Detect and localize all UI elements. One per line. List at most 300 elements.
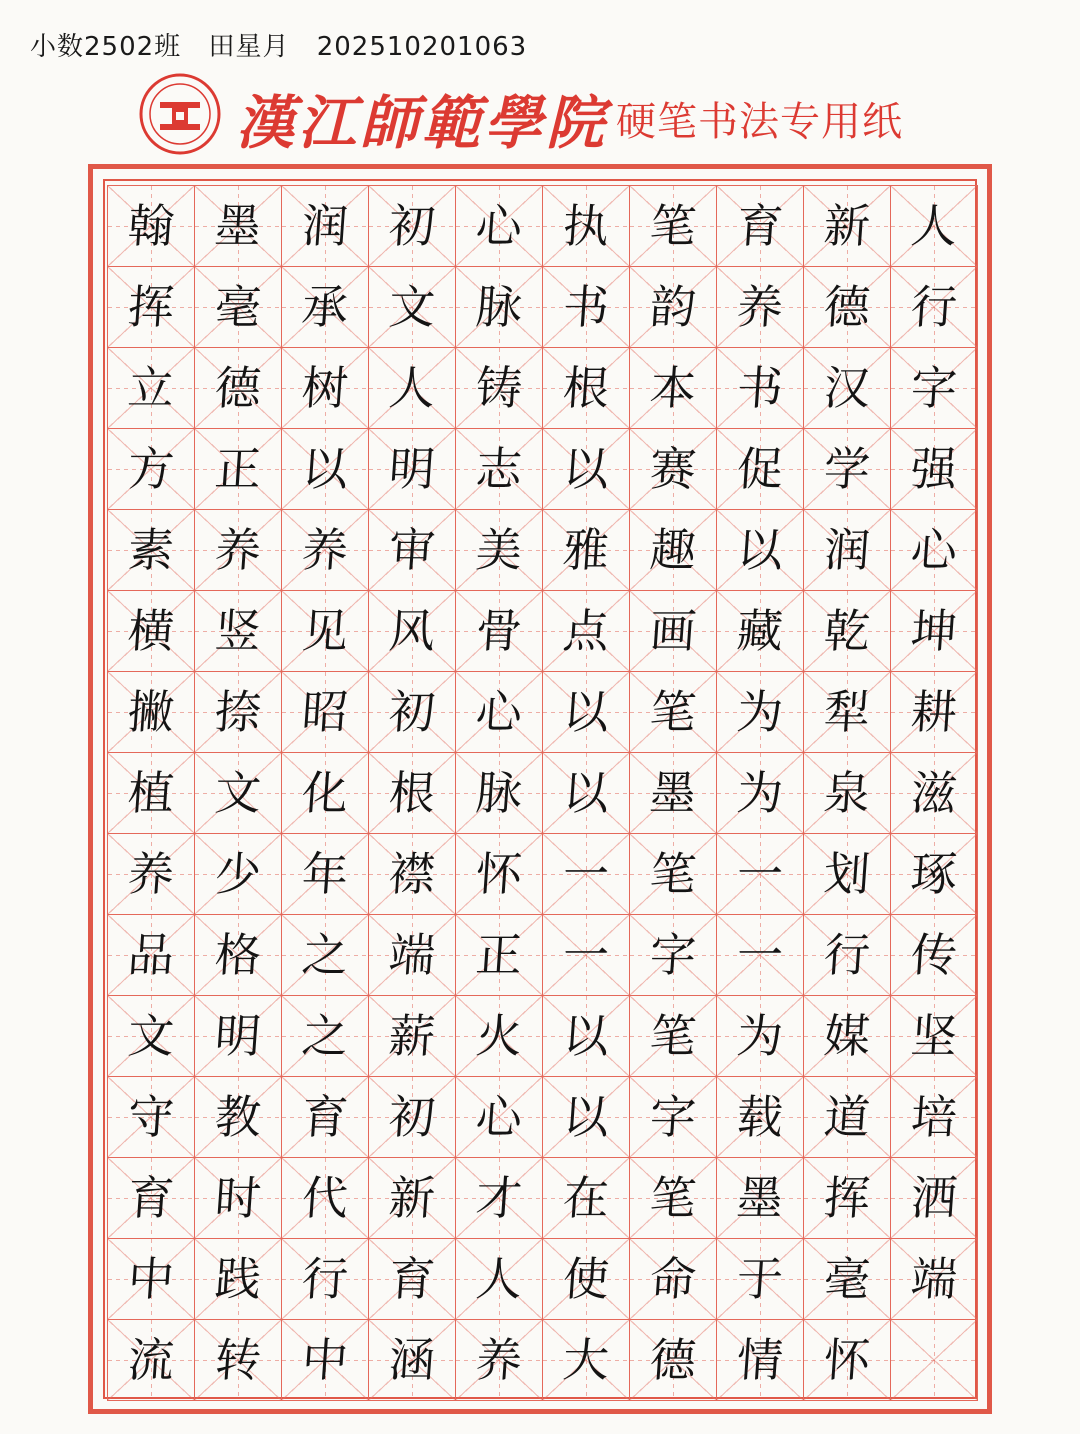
grid-cell <box>108 186 195 267</box>
grid-cell <box>891 915 978 996</box>
handwritten-character: 涵 <box>387 1333 437 1387</box>
grid-cell <box>282 1239 369 1320</box>
grid-cell <box>717 1239 804 1320</box>
handwritten-character: 行 <box>822 928 872 982</box>
handwritten-character: 命 <box>648 1252 698 1306</box>
grid-cell <box>804 834 891 915</box>
grid-cell <box>108 834 195 915</box>
grid-cell <box>108 510 195 591</box>
grid-cell <box>630 267 717 348</box>
handwritten-character: 正 <box>213 442 263 496</box>
handwritten-character: 情 <box>735 1333 785 1387</box>
grid-cell <box>456 996 543 1077</box>
grid-cell <box>369 429 456 510</box>
handwritten-character: 于 <box>735 1252 785 1306</box>
grid-cell <box>543 915 630 996</box>
handwritten-character: 培 <box>909 1090 959 1144</box>
grid-cell <box>108 267 195 348</box>
grid-cell <box>369 1239 456 1320</box>
grid-cell <box>369 1158 456 1239</box>
handwritten-character: 挥 <box>126 280 176 334</box>
grid-cell <box>108 348 195 429</box>
handwritten-character: 执 <box>561 199 611 253</box>
handwritten-character: 养 <box>735 280 785 334</box>
handwritten-character: 之 <box>300 928 350 982</box>
handwritten-character: 火 <box>474 1009 524 1063</box>
grid-cell <box>456 915 543 996</box>
handwritten-character: 脉 <box>474 766 524 820</box>
handwritten-character: 根 <box>561 361 611 415</box>
handwritten-character: 行 <box>909 280 959 334</box>
grid-cell <box>717 1158 804 1239</box>
handwritten-character: 为 <box>735 766 785 820</box>
handwritten-character: 以 <box>561 442 611 496</box>
grid-cell <box>282 1158 369 1239</box>
handwritten-character: 养 <box>126 847 176 901</box>
handwritten-character: 昭 <box>300 685 350 739</box>
handwritten-character: 洒 <box>909 1171 959 1225</box>
handwritten-character: 字 <box>648 928 698 982</box>
grid-cell <box>369 186 456 267</box>
handwritten-character: 守 <box>126 1090 176 1144</box>
grid-cell <box>891 510 978 591</box>
student-name: 田星月 <box>208 32 290 62</box>
handwritten-character: 挥 <box>822 1171 872 1225</box>
grid-cell <box>630 348 717 429</box>
handwritten-character: 润 <box>300 199 350 253</box>
grid-cell <box>282 753 369 834</box>
practice-paper <box>88 164 992 1414</box>
grid-cell <box>369 753 456 834</box>
grid-cell <box>195 267 282 348</box>
handwritten-character: 一 <box>735 928 785 982</box>
handwritten-character: 方 <box>126 442 176 496</box>
grid-cell <box>456 1239 543 1320</box>
grid-cell <box>543 510 630 591</box>
grid-cell <box>195 834 282 915</box>
handwritten-character: 墨 <box>735 1171 785 1225</box>
grid-cell <box>717 186 804 267</box>
grid-cell <box>195 429 282 510</box>
grid-cell <box>108 1239 195 1320</box>
handwritten-character: 明 <box>213 1009 263 1063</box>
grid-cell <box>543 834 630 915</box>
grid-cell <box>282 186 369 267</box>
handwritten-character: 素 <box>126 523 176 577</box>
handwritten-character: 养 <box>300 523 350 577</box>
grid-cell <box>543 753 630 834</box>
grid-cell <box>804 672 891 753</box>
handwritten-character: 人 <box>909 199 959 253</box>
handwritten-character: 以 <box>561 1009 611 1063</box>
handwritten-character: 墨 <box>648 766 698 820</box>
student-info <box>30 26 545 63</box>
grid-cell <box>717 591 804 672</box>
grid-cell <box>195 510 282 591</box>
handwritten-character: 以 <box>561 1090 611 1144</box>
handwritten-character: 心 <box>474 199 524 253</box>
grid-cell <box>717 996 804 1077</box>
grid-cell <box>195 1320 282 1401</box>
grid-cell <box>630 510 717 591</box>
handwritten-character: 一 <box>735 847 785 901</box>
handwritten-character: 书 <box>735 361 785 415</box>
grid-cell <box>717 510 804 591</box>
grid-cell <box>195 672 282 753</box>
grid-cell <box>108 1158 195 1239</box>
handwritten-character: 点 <box>561 604 611 658</box>
grid-cell <box>543 1320 630 1401</box>
grid-cell <box>456 267 543 348</box>
handwritten-character: 审 <box>387 523 437 577</box>
handwritten-character: 端 <box>909 1252 959 1306</box>
grid-cell <box>717 1320 804 1401</box>
grid-cell <box>369 510 456 591</box>
grid-cell <box>456 1158 543 1239</box>
grid-cell <box>543 429 630 510</box>
handwritten-character: 流 <box>126 1333 176 1387</box>
grid-cell <box>717 834 804 915</box>
handwritten-character: 毫 <box>213 280 263 334</box>
handwritten-character: 见 <box>300 604 350 658</box>
handwritten-character: 育 <box>300 1090 350 1144</box>
grid-cell <box>891 267 978 348</box>
handwritten-character: 立 <box>126 361 176 415</box>
grid-cell <box>891 429 978 510</box>
grid-cell <box>717 915 804 996</box>
handwritten-character: 犁 <box>822 685 872 739</box>
class-name: 小数2502班 <box>30 32 182 62</box>
grid-cell <box>369 348 456 429</box>
grid-cell <box>456 348 543 429</box>
grid-cell <box>195 996 282 1077</box>
grid-cell <box>543 267 630 348</box>
grid-cell <box>630 1077 717 1158</box>
grid-cell <box>630 591 717 672</box>
handwritten-character: 养 <box>474 1333 524 1387</box>
grid-cell <box>630 996 717 1077</box>
handwritten-character: 毫 <box>822 1252 872 1306</box>
handwritten-character: 大 <box>561 1333 611 1387</box>
handwritten-character: 德 <box>213 361 263 415</box>
grid-cell <box>804 996 891 1077</box>
handwritten-character: 以 <box>561 766 611 820</box>
grid-cell <box>543 591 630 672</box>
handwritten-character: 在 <box>561 1171 611 1225</box>
grid-cell <box>369 267 456 348</box>
school-seal-logo <box>138 72 222 156</box>
grid-cell <box>804 1239 891 1320</box>
handwritten-character: 明 <box>387 442 437 496</box>
handwritten-character: 以 <box>735 523 785 577</box>
grid-cell <box>543 348 630 429</box>
handwritten-character: 笔 <box>648 1171 698 1225</box>
grid-cell <box>282 591 369 672</box>
grid-cell <box>717 753 804 834</box>
handwritten-character: 捺 <box>213 685 263 739</box>
grid-cell <box>456 186 543 267</box>
handwritten-character: 育 <box>387 1252 437 1306</box>
handwritten-character: 初 <box>387 199 437 253</box>
grid-cell <box>630 1320 717 1401</box>
handwritten-character: 雅 <box>561 523 611 577</box>
grid-cell <box>369 591 456 672</box>
grid-cell <box>891 1239 978 1320</box>
handwritten-character: 养 <box>213 523 263 577</box>
handwritten-character: 文 <box>387 280 437 334</box>
handwritten-character: 脉 <box>474 280 524 334</box>
grid-cell <box>543 186 630 267</box>
handwritten-character: 为 <box>735 1009 785 1063</box>
grid-cell <box>891 672 978 753</box>
paper-header <box>138 68 958 157</box>
grid-cell <box>195 753 282 834</box>
grid-cell <box>282 1320 369 1401</box>
grid-cell <box>804 267 891 348</box>
handwritten-character: 滋 <box>909 766 959 820</box>
grid-cell <box>456 429 543 510</box>
handwritten-character: 强 <box>909 442 959 496</box>
grid-cell <box>108 591 195 672</box>
handwritten-character: 琢 <box>909 847 959 901</box>
handwritten-character: 撇 <box>126 685 176 739</box>
grid-cell <box>282 348 369 429</box>
grid-cell <box>369 1077 456 1158</box>
handwritten-character: 竖 <box>213 604 263 658</box>
grid-cell <box>543 1077 630 1158</box>
handwritten-character: 铸 <box>474 361 524 415</box>
handwritten-character: 坤 <box>909 604 959 658</box>
grid-cell <box>108 429 195 510</box>
grid-cell <box>891 834 978 915</box>
grid-cell <box>282 510 369 591</box>
grid-cell <box>630 753 717 834</box>
grid-cell <box>543 996 630 1077</box>
grid-cell <box>630 834 717 915</box>
handwritten-character: 育 <box>126 1171 176 1225</box>
grid-cell <box>804 186 891 267</box>
handwritten-character: 为 <box>735 685 785 739</box>
handwritten-character: 志 <box>474 442 524 496</box>
handwritten-character: 正 <box>474 928 524 982</box>
handwritten-character: 中 <box>126 1252 176 1306</box>
handwritten-character: 薪 <box>387 1009 437 1063</box>
handwritten-character: 乾 <box>822 604 872 658</box>
handwritten-character: 少 <box>213 847 263 901</box>
handwritten-character: 品 <box>126 928 176 982</box>
handwritten-character: 翰 <box>126 199 176 253</box>
handwritten-character: 使 <box>561 1252 611 1306</box>
handwritten-character: 韵 <box>648 280 698 334</box>
grid-cell <box>456 1077 543 1158</box>
grid-cell <box>804 753 891 834</box>
grid-cell <box>804 510 891 591</box>
handwritten-character: 育 <box>735 199 785 253</box>
grid-cell <box>282 429 369 510</box>
handwritten-character: 年 <box>300 847 350 901</box>
handwritten-character: 以 <box>561 685 611 739</box>
grid-cell <box>456 1320 543 1401</box>
grid-cell <box>891 996 978 1077</box>
grid-cell <box>195 1158 282 1239</box>
handwritten-character: 风 <box>387 604 437 658</box>
handwritten-character: 划 <box>822 847 872 901</box>
grid-cell <box>891 1320 978 1401</box>
handwritten-character: 藏 <box>735 604 785 658</box>
handwritten-character: 践 <box>213 1252 263 1306</box>
grid-cell <box>804 591 891 672</box>
grid-cell <box>108 672 195 753</box>
handwritten-character: 书 <box>561 280 611 334</box>
grid-cell <box>543 672 630 753</box>
handwritten-character: 泉 <box>822 766 872 820</box>
grid-cell <box>891 186 978 267</box>
grid-cell <box>369 996 456 1077</box>
handwritten-character: 格 <box>213 928 263 982</box>
handwritten-character: 树 <box>300 361 350 415</box>
handwritten-character: 横 <box>126 604 176 658</box>
handwritten-character: 传 <box>909 928 959 982</box>
handwritten-character: 时 <box>213 1171 263 1225</box>
handwritten-character: 画 <box>648 604 698 658</box>
handwritten-character: 怀 <box>474 847 524 901</box>
handwritten-character: 赛 <box>648 442 698 496</box>
handwritten-character: 笔 <box>648 847 698 901</box>
handwritten-character: 促 <box>735 442 785 496</box>
handwritten-character: 端 <box>387 928 437 982</box>
grid-cell <box>630 1158 717 1239</box>
grid-cell <box>717 672 804 753</box>
grid-cell <box>456 510 543 591</box>
handwritten-character: 心 <box>474 685 524 739</box>
handwritten-character: 之 <box>300 1009 350 1063</box>
grid-cell <box>891 1158 978 1239</box>
grid-cell <box>717 348 804 429</box>
student-id: 202510201063 <box>316 32 528 62</box>
grid-cell <box>195 1239 282 1320</box>
handwritten-character: 一 <box>561 847 611 901</box>
grid-cell <box>891 753 978 834</box>
grid-cell <box>630 672 717 753</box>
grid-cell <box>108 753 195 834</box>
handwritten-character: 中 <box>300 1333 350 1387</box>
grid-cell <box>282 1077 369 1158</box>
handwritten-character: 德 <box>822 280 872 334</box>
handwritten-character: 德 <box>648 1333 698 1387</box>
handwritten-character: 承 <box>300 280 350 334</box>
paper-title: 硬笔书法专用纸 <box>616 99 903 145</box>
grid-cell <box>630 429 717 510</box>
handwritten-character: 根 <box>387 766 437 820</box>
handwritten-character: 学 <box>822 442 872 496</box>
handwritten-character: 怀 <box>822 1333 872 1387</box>
grid-cell <box>630 186 717 267</box>
grid-cell <box>282 834 369 915</box>
handwritten-character: 笔 <box>648 685 698 739</box>
grid-cell <box>804 1077 891 1158</box>
handwritten-character: 坚 <box>909 1009 959 1063</box>
handwritten-character: 骨 <box>474 604 524 658</box>
grid-cell <box>195 348 282 429</box>
handwritten-character: 笔 <box>648 199 698 253</box>
grid-cell <box>891 1077 978 1158</box>
handwritten-character: 汉 <box>822 361 872 415</box>
grid-cell <box>804 348 891 429</box>
grid-cell <box>195 1077 282 1158</box>
handwritten-character: 笔 <box>648 1009 698 1063</box>
handwritten-character: 趣 <box>648 523 698 577</box>
grid-cell <box>282 915 369 996</box>
grid-cell <box>891 348 978 429</box>
handwritten-character: 代 <box>300 1171 350 1225</box>
handwritten-character: 美 <box>474 523 524 577</box>
handwritten-character: 植 <box>126 766 176 820</box>
handwritten-character: 襟 <box>387 847 437 901</box>
handwritten-character: 行 <box>300 1252 350 1306</box>
grid-cell <box>108 915 195 996</box>
handwritten-character: 以 <box>300 442 350 496</box>
grid-cell <box>456 834 543 915</box>
handwritten-character: 才 <box>474 1171 524 1225</box>
grid-cell <box>717 1077 804 1158</box>
grid-cell <box>717 267 804 348</box>
handwritten-character: 化 <box>300 766 350 820</box>
handwritten-character: 字 <box>909 361 959 415</box>
grid-cell <box>891 591 978 672</box>
grid-cell <box>369 834 456 915</box>
handwritten-character: 本 <box>648 361 698 415</box>
handwritten-character: 字 <box>648 1090 698 1144</box>
grid-cell <box>456 753 543 834</box>
grid-cell <box>456 672 543 753</box>
grid-cell <box>630 1239 717 1320</box>
grid-cell <box>804 1320 891 1401</box>
handwritten-character: 心 <box>474 1090 524 1144</box>
handwritten-character: 新 <box>822 199 872 253</box>
handwritten-character: 初 <box>387 1090 437 1144</box>
grid-cell <box>282 996 369 1077</box>
grid-cell <box>804 915 891 996</box>
handwritten-character: 墨 <box>213 199 263 253</box>
handwritten-character: 新 <box>387 1171 437 1225</box>
handwritten-character: 载 <box>735 1090 785 1144</box>
handwritten-character: 文 <box>126 1009 176 1063</box>
handwritten-character: 人 <box>387 361 437 415</box>
grid-cell <box>108 1320 195 1401</box>
handwritten-character: 人 <box>474 1252 524 1306</box>
handwritten-character: 心 <box>909 523 959 577</box>
grid-cell <box>282 672 369 753</box>
handwritten-character: 转 <box>213 1333 263 1387</box>
grid-cell <box>804 429 891 510</box>
grid-cell <box>804 1158 891 1239</box>
handwritten-character: 耕 <box>909 685 959 739</box>
grid-cell <box>543 1239 630 1320</box>
grid-cell <box>108 1077 195 1158</box>
grid-cell <box>717 429 804 510</box>
school-name: 漢江師範學院 <box>236 89 609 157</box>
grid-cell <box>543 1158 630 1239</box>
grid-cell <box>456 591 543 672</box>
grid-cell <box>369 915 456 996</box>
handwritten-character: 文 <box>213 766 263 820</box>
handwritten-character: 一 <box>561 928 611 982</box>
grid-cell <box>195 591 282 672</box>
handwritten-character: 媒 <box>822 1009 872 1063</box>
handwritten-character: 教 <box>213 1090 263 1144</box>
mi-zi-grid <box>107 185 978 1401</box>
handwritten-character: 道 <box>822 1090 872 1144</box>
